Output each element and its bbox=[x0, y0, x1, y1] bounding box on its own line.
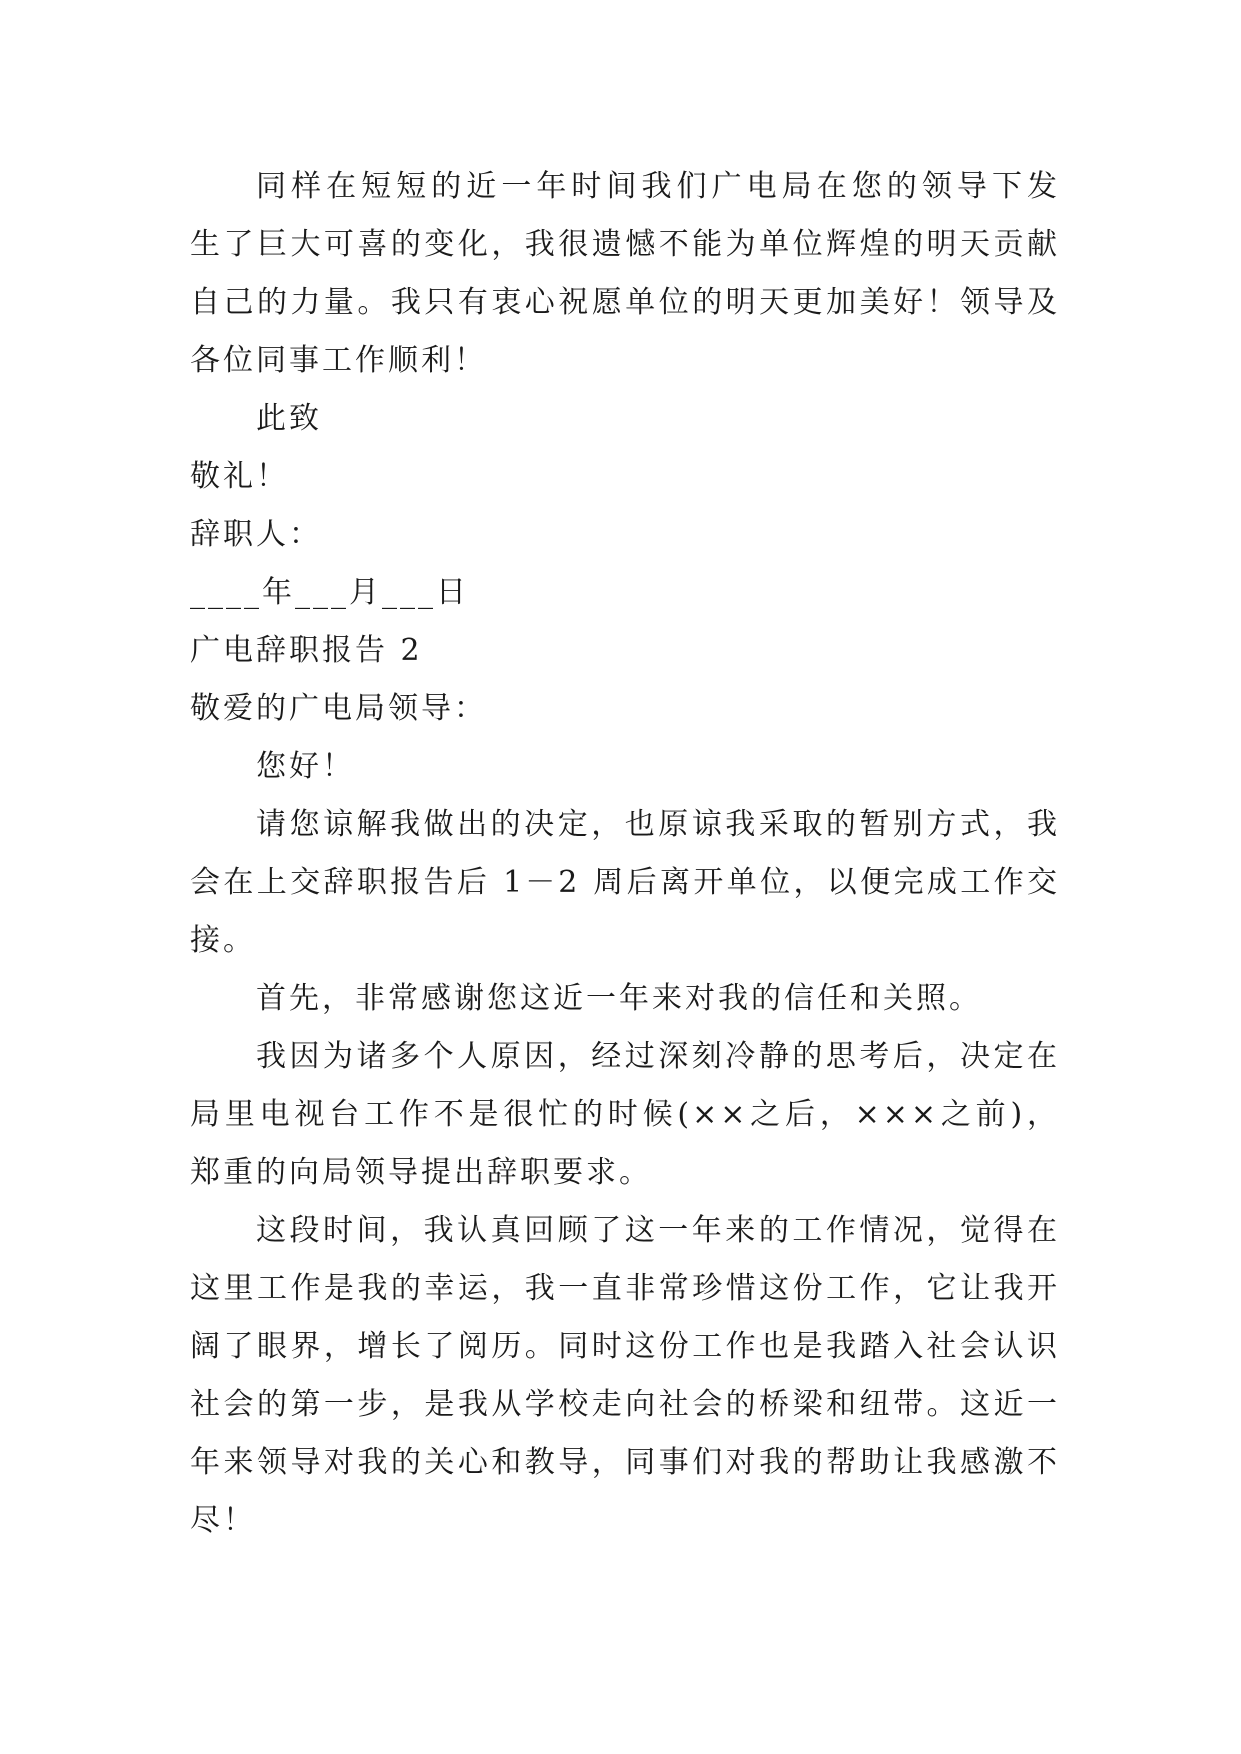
paragraph-line: 社会的第一步，是我从学校走向社会的桥梁和纽带。这近一 bbox=[190, 1387, 1060, 1422]
paragraph-line: 生了巨大可喜的变化，我很遗憾不能为单位辉煌的明天贡献 bbox=[190, 227, 1060, 262]
paragraph-line: 同样在短短的近一年时间我们广电局在您的领导下发 bbox=[256, 169, 1060, 204]
paragraph-line: 各位同事工作顺利！ bbox=[190, 343, 487, 378]
paragraph-line: 会在上交辞职报告后 1－2 周后离开单位，以便完成工作交 bbox=[190, 865, 1060, 900]
section-title: 广电辞职报告 2 bbox=[190, 633, 423, 668]
paragraph-line: 尽！ bbox=[190, 1503, 256, 1538]
paragraph-line: 阔了眼界，增长了阅历。同时这份工作也是我踏入社会认识 bbox=[190, 1329, 1060, 1364]
paragraph-line: 接。 bbox=[190, 923, 256, 958]
paragraph-line: 这里工作是我的幸运，我一直非常珍惜这份工作，它让我开 bbox=[190, 1271, 1060, 1306]
greeting-recipient: 敬爱的广电局领导： bbox=[190, 691, 487, 726]
paragraph-line: 请您谅解我做出的决定，也原谅我采取的暂别方式，我 bbox=[256, 807, 1060, 842]
paragraph-line: 郑重的向局领导提出辞职要求。 bbox=[190, 1155, 652, 1190]
date-line: ____年___月___日 bbox=[190, 575, 469, 610]
paragraph-line: 我因为诸多个人原因，经过深刻冷静的思考后，决定在 bbox=[256, 1039, 1060, 1074]
signer-label: 辞职人： bbox=[190, 517, 322, 552]
greeting: 您好！ bbox=[256, 749, 355, 784]
document-body bbox=[190, 158, 1060, 1550]
salutation-closing: 敬礼！ bbox=[190, 459, 289, 494]
paragraph-line: 年来领导对我的关心和教导，同事们对我的帮助让我感激不 bbox=[190, 1445, 1060, 1480]
paragraph-line: 首先，非常感谢您这近一年来对我的信任和关照。 bbox=[256, 981, 982, 1016]
paragraph-line: 局里电视台工作不是很忙的时候(××之后，×××之前)， bbox=[190, 1097, 1060, 1132]
paragraph-line: 这段时间，我认真回顾了这一年来的工作情况，觉得在 bbox=[256, 1213, 1060, 1248]
paragraph-line: 自己的力量。我只有衷心祝愿单位的明天更加美好！领导及 bbox=[190, 285, 1060, 320]
closing-phrase: 此致 bbox=[256, 401, 322, 436]
